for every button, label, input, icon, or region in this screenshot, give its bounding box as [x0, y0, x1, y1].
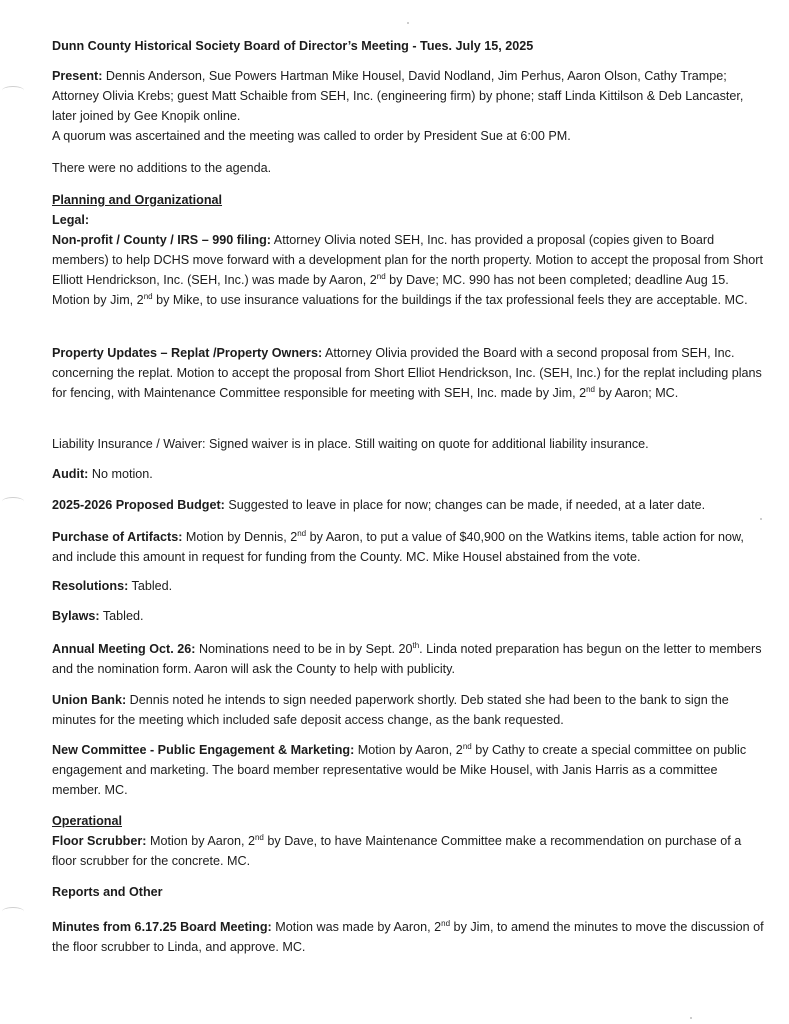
nonprofit-item	[52, 230, 764, 310]
minutes-text: Motion was made by Aaron, 2	[271, 920, 442, 934]
scan-speck	[760, 518, 762, 520]
new-committee-label: New Committee - Public Engagement & Marketing:	[52, 743, 355, 757]
meeting-title: Dunn County Historical Society Board of Director’s Meeting - Tues. July 15, 2025	[52, 39, 534, 53]
bylaws-text: Tabled.	[99, 609, 144, 623]
union-bank-label: Union Bank:	[52, 693, 127, 707]
ordinal-suffix: th	[412, 640, 420, 650]
audit-label: Audit:	[52, 467, 89, 481]
floor-scrubber-text: by Dave, to have Maintenance Committee make a recommendation on purchase of a floor scrubber for the concrete. MC.	[52, 834, 742, 868]
minutes-label: Minutes from 6.17.25 Board Meeting:	[52, 920, 272, 934]
artifacts-text: by Aaron, to put a value of $40,900 on the Watkins items, table action for now, and include this amount in request for funding from the County. MC. Mike Housel abstained from the vote.	[52, 530, 744, 564]
operational-section	[52, 811, 764, 871]
bylaws-item	[52, 606, 764, 626]
floor-scrubber-item	[52, 831, 764, 871]
minutes-item	[52, 917, 764, 957]
new-committee-text: by Cathy to create a special committee on public engagement and marketing. The board member representative would be Mike Housel, with Janis Harris as a committee member. MC.	[52, 743, 747, 797]
nonprofit-text: Attorney Olivia noted SEH, Inc. has provided a proposal (copies given to Board members) to help DCHS move forward with a development plan for the north property. Motion to accept the proposal from Short Elliott Hendrickson, Inc. (SEH, Inc.) was made by Aaron, 2	[52, 233, 763, 287]
budget-text: Suggested to leave in place for now; changes can be made, if needed, at a later date.	[224, 498, 706, 512]
legal-heading: Legal:	[52, 213, 90, 227]
scan-hole-mark	[2, 907, 24, 916]
property-text: by Aaron; MC.	[594, 386, 679, 400]
property-label: Property Updates – Replat /Property Owners:	[52, 346, 323, 360]
scan-hole-mark	[2, 86, 24, 95]
ordinal-suffix: nd	[254, 832, 264, 842]
scan-speck	[407, 22, 409, 24]
artifacts-item	[52, 527, 764, 567]
annual-meeting-label: Annual Meeting Oct. 26:	[52, 642, 196, 656]
bylaws-label: Bylaws:	[52, 609, 100, 623]
scan-speck	[690, 1017, 692, 1019]
ordinal-suffix: nd	[376, 271, 386, 281]
agenda-note: There were no additions to the agenda.	[52, 161, 272, 175]
floor-scrubber-label: Floor Scrubber:	[52, 834, 147, 848]
budget-label: 2025-2026 Proposed Budget:	[52, 498, 225, 512]
planning-section	[52, 190, 764, 310]
union-bank-item	[52, 690, 764, 730]
operational-heading: Operational	[52, 814, 122, 828]
annual-meeting-text: . Linda noted preparation has begun on the letter to members and the nomination form. Aaron will ask the County to help with publicity.	[52, 642, 762, 676]
scan-hole-mark	[2, 497, 24, 506]
resolutions-label: Resolutions:	[52, 579, 129, 593]
minutes-text: by Jim, to amend the minutes to move the discussion of the floor scrubber to Linda, and approve. MC.	[52, 920, 764, 954]
resolutions-item	[52, 576, 764, 596]
liability-item: Liability Insurance / Waiver: Signed waiver is in place. Still waiting on quote for additional liability insurance.	[52, 437, 649, 451]
annual-meeting-item	[52, 639, 764, 679]
attendance-paragraph	[52, 66, 764, 146]
ordinal-suffix: nd	[586, 384, 595, 394]
ordinal-suffix: nd	[297, 528, 307, 538]
new-committee-item	[52, 740, 764, 800]
property-text: Attorney Olivia provided the Board with a second proposal from SEH, Inc. concerning the replat. Motion to accept the proposal from Short Elliot Hendrickson, Inc. (SEH, Inc.) for the replat including plans for fencing, with Maintenance Committee responsible for meeting with SEH, Inc. made by Jim, 2	[52, 346, 762, 400]
quorum-note: A quorum was ascertained and the meeting was called to order by President Sue at 6:00 PM.	[52, 129, 571, 143]
ordinal-suffix: nd	[441, 918, 451, 928]
budget-item	[52, 495, 764, 515]
nonprofit-text: by Mike, to use insurance valuations for the buildings if the tax professional feels they are acceptable. MC.	[152, 293, 748, 307]
present-label: Present:	[52, 69, 103, 83]
audit-item	[52, 464, 764, 484]
property-item	[52, 343, 764, 403]
reports-heading: Reports and Other	[52, 885, 163, 899]
ordinal-suffix: nd	[143, 291, 153, 301]
artifacts-text: Motion by Dennis, 2	[182, 530, 298, 544]
audit-text: No motion.	[88, 467, 153, 481]
nonprofit-label: Non-profit / County / IRS – 990 filing:	[52, 233, 271, 247]
ordinal-suffix: nd	[462, 741, 472, 751]
nonprofit-text: by Dave; MC. 990 has not been completed; deadline Aug 15. Motion by Jim, 2	[52, 273, 729, 307]
new-committee-text: Motion by Aaron, 2	[354, 743, 463, 757]
floor-scrubber-text: Motion by Aaron, 2	[146, 834, 255, 848]
planning-heading: Planning and Organizational	[52, 193, 223, 207]
annual-meeting-text: Nominations need to be in by Sept. 20	[195, 642, 413, 656]
union-bank-text: Dennis noted he intends to sign needed paperwork shortly. Deb stated she had been to the bank to sign the minutes for the meeting which included safe deposit access change, as the bank requested.	[52, 693, 729, 727]
artifacts-label: Purchase of Artifacts:	[52, 530, 183, 544]
present-list: Dennis Anderson, Sue Powers Hartman Mike Housel, David Nodland, Jim Perhus, Aaron Olson, Cathy Trampe; Attorney Olivia Krebs; guest Matt Schaible from SEH, Inc. (engineering firm) by phone; staff Linda Kittilson & Deb Lancaster, later joined by Gee Knopik online.	[52, 69, 744, 123]
resolutions-text: Tabled.	[128, 579, 173, 593]
